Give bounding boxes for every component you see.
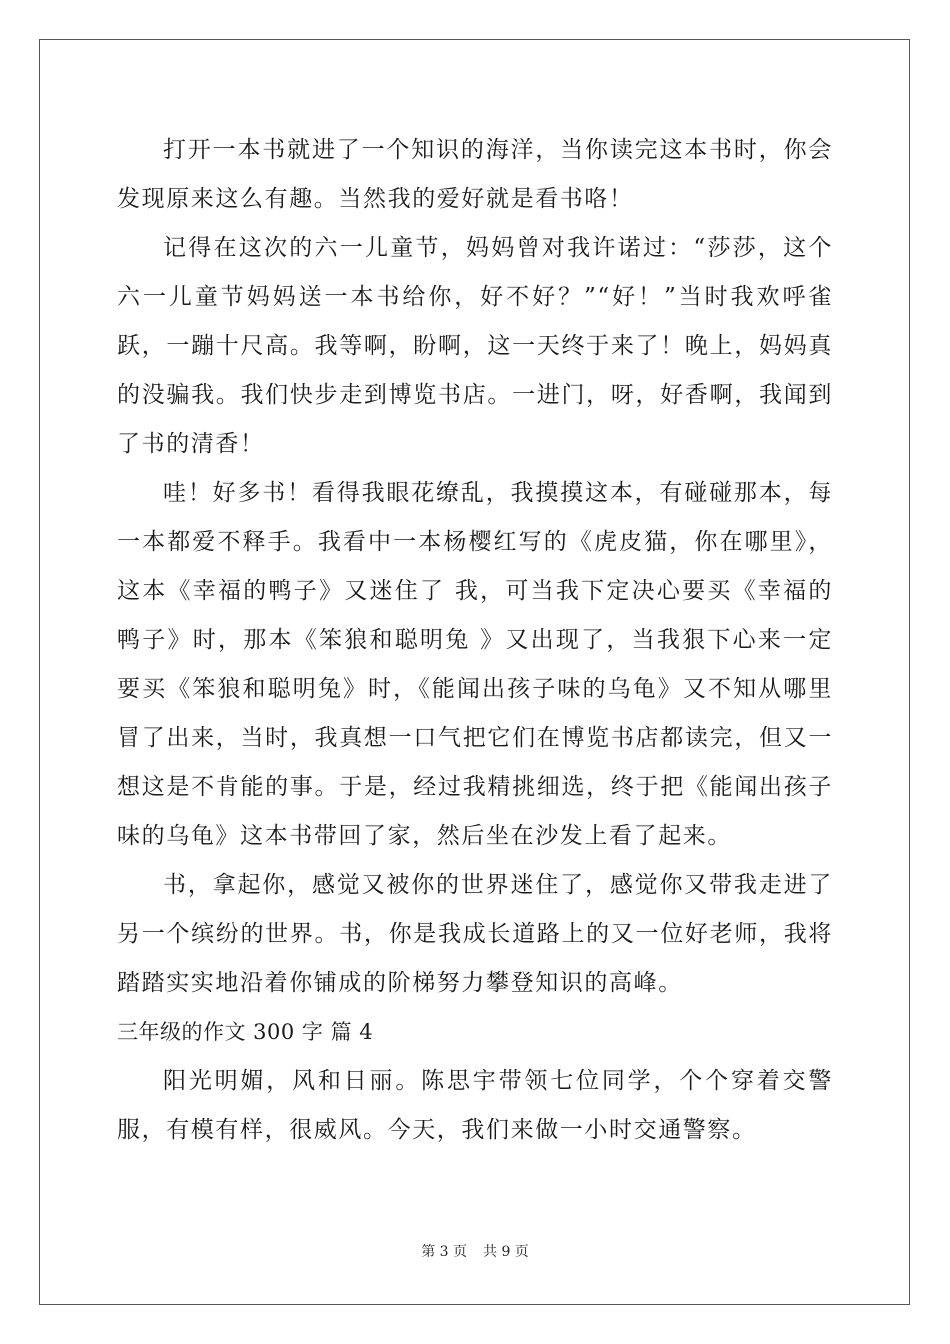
paragraph: 哇！好多书！看得我眼花缭乱，我摸摸这本，有碰碰那本，每一本都爱不释手。我看中一本杨樱红写的《虎皮猫，你在哪里》，这本《幸福的鸭子》又迷住了 我，可当我下定决心要买《幸福的鸭子》时，那本《笨狼和聪明兔 》又出现了，当我狠下心来一定要买《笨狼和聪明兔》时，《能闻出孩子味的乌龟》又不知从哪里冒了出来，当时，我真想一口气把它们在博览书店都读完，但又一 想这是不肯能的事。于是，经过我精挑细选，终于把《能闻出孩子味的乌龟》这本书带回了家，然后坐在沙发上看了起来。 [117,480,833,849]
section-heading: 三年级的作文 300 字 篇 4 [117,1020,374,1044]
paragraph: 书，拿起你，感觉又被你的世界迷住了，感觉你又带我走进了另一个缤纷的世界。书，你是我成长道路上的又一位好老师，我将踏踏实实地沿着你铺成的阶梯努力攀登知识的高峰。 [117,872,833,996]
paragraph: 打开一本书就进了一个知识的海洋，当你读完这本书时，你会发现原来这么有趣。当然我的爱好就是看书咯！ [117,137,833,212]
page-footer [0,1243,950,1261]
paragraph: 阳光明媚，风和日丽。陈思宇带领七位同学，个个穿着交警服，有模有样，很威风。今天，我们来做一小时交通警察。 [117,1068,833,1143]
paragraph: 记得在这次的六一儿童节，妈妈曾对我许诺过：“莎莎，这个六一儿童节妈妈送一本书给你，好不好？”“好！”当时我欢呼雀跃，一蹦十尺高。我等啊，盼啊，这一天终于来了！晚上，妈妈真的没骗我。我们快步走到博览书店。一进门，呀，好香啊，我闻到了书的清香！ [117,235,833,457]
page-total: 共 9 页 [483,1244,529,1260]
document-body [117,126,833,1155]
page-number: 第 3 页 [421,1244,467,1260]
